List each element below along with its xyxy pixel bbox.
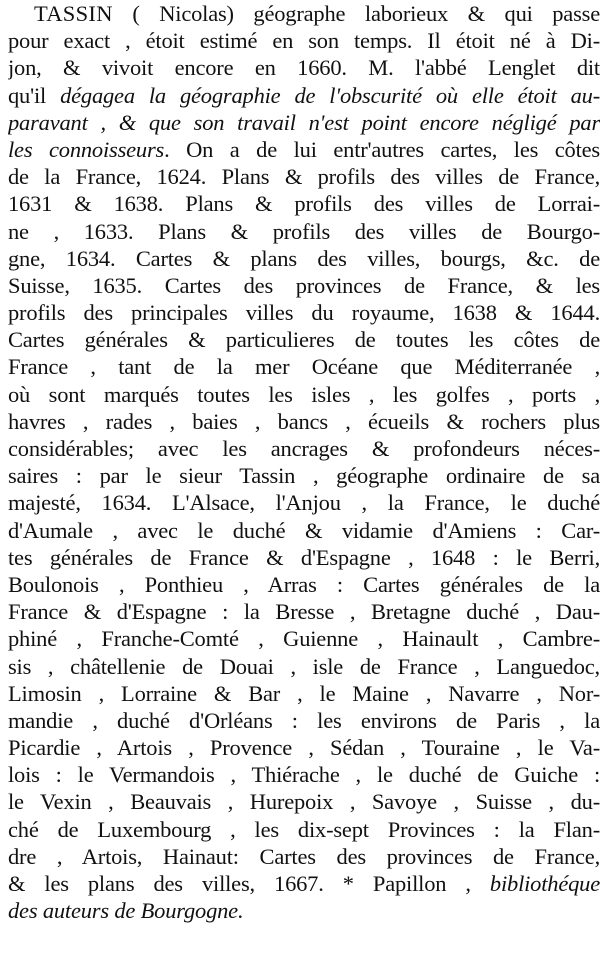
text-line [8, 381, 600, 408]
text-line [8, 54, 600, 81]
text-line [8, 625, 600, 652]
text-segment: pour exact , étoit estimé en son temps. Il étoit né à Di- [8, 28, 600, 54]
text-segment: le Vexin , Beauvais , Hurepoix , Savoye , Suisse , du- [8, 789, 600, 815]
text-line [8, 653, 600, 680]
text-segment: lois : le Vermandois , Thiérache , le duché de Guiche : [8, 762, 600, 788]
text-line [8, 218, 600, 245]
text-segment: où sont marqués toutes les isles , les golfes , ports , [8, 381, 600, 407]
text-segment: sis , châtellenie de Douai , isle de France , Languedoc, [8, 653, 600, 679]
text-segment: qu'il [8, 82, 61, 108]
text-line [8, 462, 600, 489]
text-line [8, 326, 600, 353]
text-line [8, 353, 600, 380]
text-segment: dre , Artois, Hainaut: Cartes des provinces de France, [8, 843, 600, 869]
text-segment: jon, & vivoit encore en 1660. M. l'abbé Lenglet dit [8, 55, 600, 81]
text-segment: phiné , Franche-Comté , Guienne , Hainault , Cambre- [8, 626, 600, 652]
text-segment: France & d'Espagne : la Bresse , Bretagne duché , Dau- [8, 599, 600, 625]
text-line [8, 299, 600, 326]
text-segment: & les plans des villes, 1667. * Papillon , [8, 871, 490, 896]
text-segment: de la France, 1624. Plans & profils des villes de France, [8, 164, 600, 190]
text-segment: Limosin , Lorraine & Bar , le Maine , Navarre , Nor- [8, 680, 600, 706]
italic-text: les connoisseurs [8, 136, 165, 162]
italic-text: bibliothéque [489, 871, 600, 896]
text-line [8, 136, 600, 163]
text-line [8, 27, 600, 54]
italic-text: des auteurs de Bourgogne. [8, 898, 244, 924]
text-line [8, 109, 600, 136]
text-line [8, 272, 600, 299]
text-segment: ne , 1633. Plans & profils des villes de Bourgo- [8, 218, 600, 244]
text-segment: ché de Luxembourg , les dix-sept Provinces : la Flan- [8, 816, 600, 842]
text-line [8, 190, 600, 217]
text-line [8, 680, 600, 707]
text-line [8, 788, 600, 815]
text-line [8, 598, 600, 625]
page [8, 0, 600, 960]
text-line [8, 843, 600, 870]
text-segment: tes générales de France & d'Espagne , 1648 : le Berri, [8, 544, 600, 570]
text-segment: mandie , duché d'Orléans : les environs de Paris , la [8, 707, 600, 733]
text-segment: Suisse, 1635. Cartes des provinces de France, & les [8, 272, 600, 298]
text-segment: profils des principales villes du royaume, 1638 & 1644. [8, 300, 600, 326]
italic-text: dégagea la géographie de l'obscurité où elle étoit au- [60, 82, 600, 108]
text-segment: Cartes générales & particulieres de toutes les côtes de [8, 327, 600, 353]
text-line [8, 870, 600, 897]
text-line [8, 0, 600, 27]
text-line [8, 897, 600, 924]
text-line [8, 245, 600, 272]
text-segment: gne, 1634. Cartes & plans des villes, bourgs, &c. de [8, 245, 600, 271]
text-line [8, 571, 600, 598]
text-line [8, 734, 600, 761]
text-line [8, 489, 600, 516]
dictionary-entry-tassin [8, 0, 600, 924]
text-segment: Boulonois , Ponthieu , Arras : Cartes générales de la [8, 571, 600, 597]
text-line [8, 163, 600, 190]
italic-text: paravant , & que son travail n'est point encore négligé par [8, 109, 600, 135]
text-segment: France , tant de la mer Océane que Méditerranée , [8, 354, 600, 380]
text-segment: saires : par le sieur Tassin , géographe ordinaire de sa [8, 463, 600, 489]
text-segment: havres , rades , baies , bancs , écueils & rochers plus [8, 408, 600, 434]
text-line [8, 761, 600, 788]
text-line [8, 408, 600, 435]
text-segment: Picardie , Artois , Provence , Sédan , Touraine , le Va- [8, 735, 600, 761]
text-line [8, 517, 600, 544]
text-segment: ( Nicolas) géographe laborieux & qui passe [112, 1, 600, 26]
text-line [8, 544, 600, 571]
text-segment: majesté, 1634. L'Alsace, l'Anjou , la France, le duché [8, 490, 600, 516]
text-line [8, 816, 600, 843]
entry-headword: TASSIN [34, 1, 113, 26]
text-segment: d'Aumale , avec le duché & vidamie d'Amiens : Car- [8, 517, 600, 543]
text-line [8, 707, 600, 734]
text-segment: . On a de lui entr'autres cartes, les côtes [164, 136, 600, 162]
text-segment: considérables; avec les ancrages & profondeurs néces- [8, 436, 600, 461]
text-line [8, 435, 600, 462]
text-segment: 1631 & 1638. Plans & profils des villes de Lorrai- [8, 191, 600, 217]
text-line [8, 82, 600, 109]
